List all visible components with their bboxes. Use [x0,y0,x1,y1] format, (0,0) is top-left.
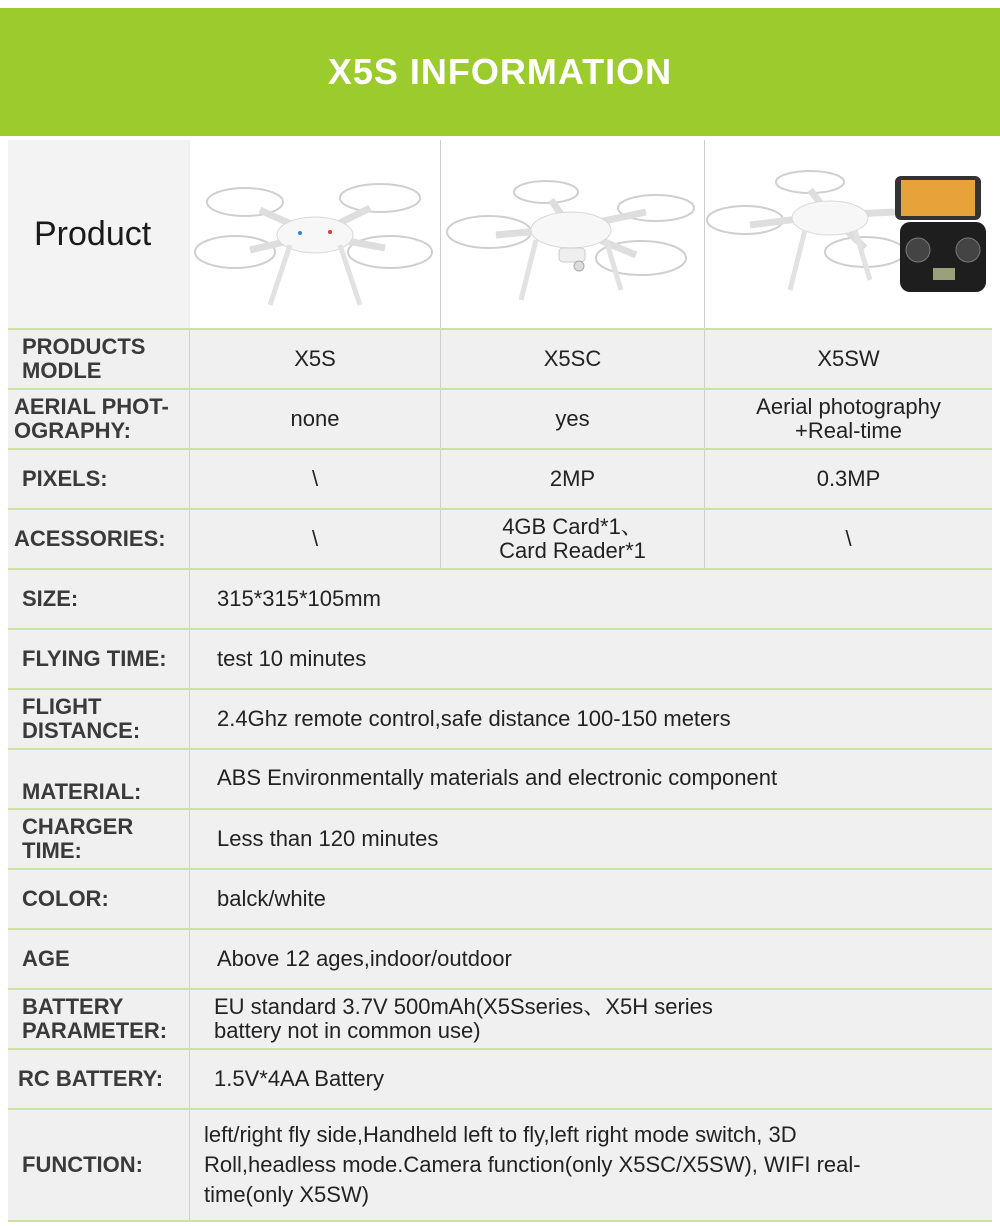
row-value: left/right fly side,Handheld left to fly,left right mode switch, 3D Roll,headless mode.Camera function(only X5SC/X5SW), WIFI real-time(only X5SW) [204,1122,861,1207]
top-strip [0,0,1000,8]
table-row [8,870,992,930]
row-value: test 10 minutes [217,646,367,671]
row-label: PRODUCTS MODLE [22,334,146,383]
row-label: SIZE: [22,586,79,611]
cell-x5sc: 4GB Card*1、 Card Reader*1 [499,514,646,563]
row-value: Above 12 ages,indoor/outdoor [217,946,512,971]
table-row [8,570,992,630]
row-label: AERIAL PHOT-OGRAPHY: [14,394,169,443]
table-row [8,1110,992,1222]
row-value: ABS Environmentally materials and electronic component [217,765,778,790]
row-label: AGE [22,946,70,971]
drone-x5sw-with-remote-and-phone-image [705,140,992,328]
table-row [8,690,992,750]
row-label: FLYING TIME: [22,646,167,671]
page-title: X5S INFORMATION [327,51,673,92]
row-label: FUNCTION: [22,1152,143,1177]
row-label: ACESSORIES: [14,526,166,551]
cell-x5sc: X5SC [543,346,602,371]
table-row [8,930,992,990]
row-label: FLIGHT DISTANCE: [22,694,141,743]
table-row [8,990,992,1050]
cell-x5s: \ [311,526,319,551]
spec-table [8,140,992,1222]
cell-x5sw: X5SW [817,346,880,371]
product-row [8,140,992,330]
product-row-label: Product [8,140,189,328]
table-row [8,450,992,510]
page-header [0,8,1000,136]
row-value: 2.4Ghz remote control,safe distance 100-150 meters [217,706,731,731]
cell-x5s: none [290,406,340,431]
row-label: MATERIAL: [22,779,142,804]
row-label: BATTERY PARAMETER: [22,994,168,1043]
cell-x5sc: yes [555,406,590,431]
table-row [8,510,992,570]
row-label: CHARGER TIME: [22,814,134,863]
row-value: 315*315*105mm [217,586,381,611]
cell-x5sc: 2MP [549,466,596,491]
row-value: Less than 120 minutes [217,826,439,851]
cell-x5sw: Aerial photography +Real-time [756,394,941,443]
row-value: 1.5V*4AA Battery [214,1066,384,1091]
cell-x5sw: 0.3MP [816,466,881,491]
row-label: COLOR: [22,886,109,911]
table-row [8,1050,992,1110]
row-value: EU standard 3.7V 500mAh(X5Sseries、X5H series battery not in common use) [214,994,713,1043]
row-label: RC BATTERY: [18,1066,164,1091]
drone-x5sc-image [441,140,704,328]
table-row [8,390,992,450]
row-label: PIXELS: [22,466,108,491]
cell-x5s: \ [311,466,319,491]
table-row [8,750,992,810]
table-row [8,330,992,390]
table-row [8,630,992,690]
cell-x5s: X5S [294,346,336,371]
drone-x5s-image [190,140,440,328]
table-row [8,810,992,870]
cell-x5sw: \ [845,526,852,551]
row-value: balck/white [217,886,326,911]
